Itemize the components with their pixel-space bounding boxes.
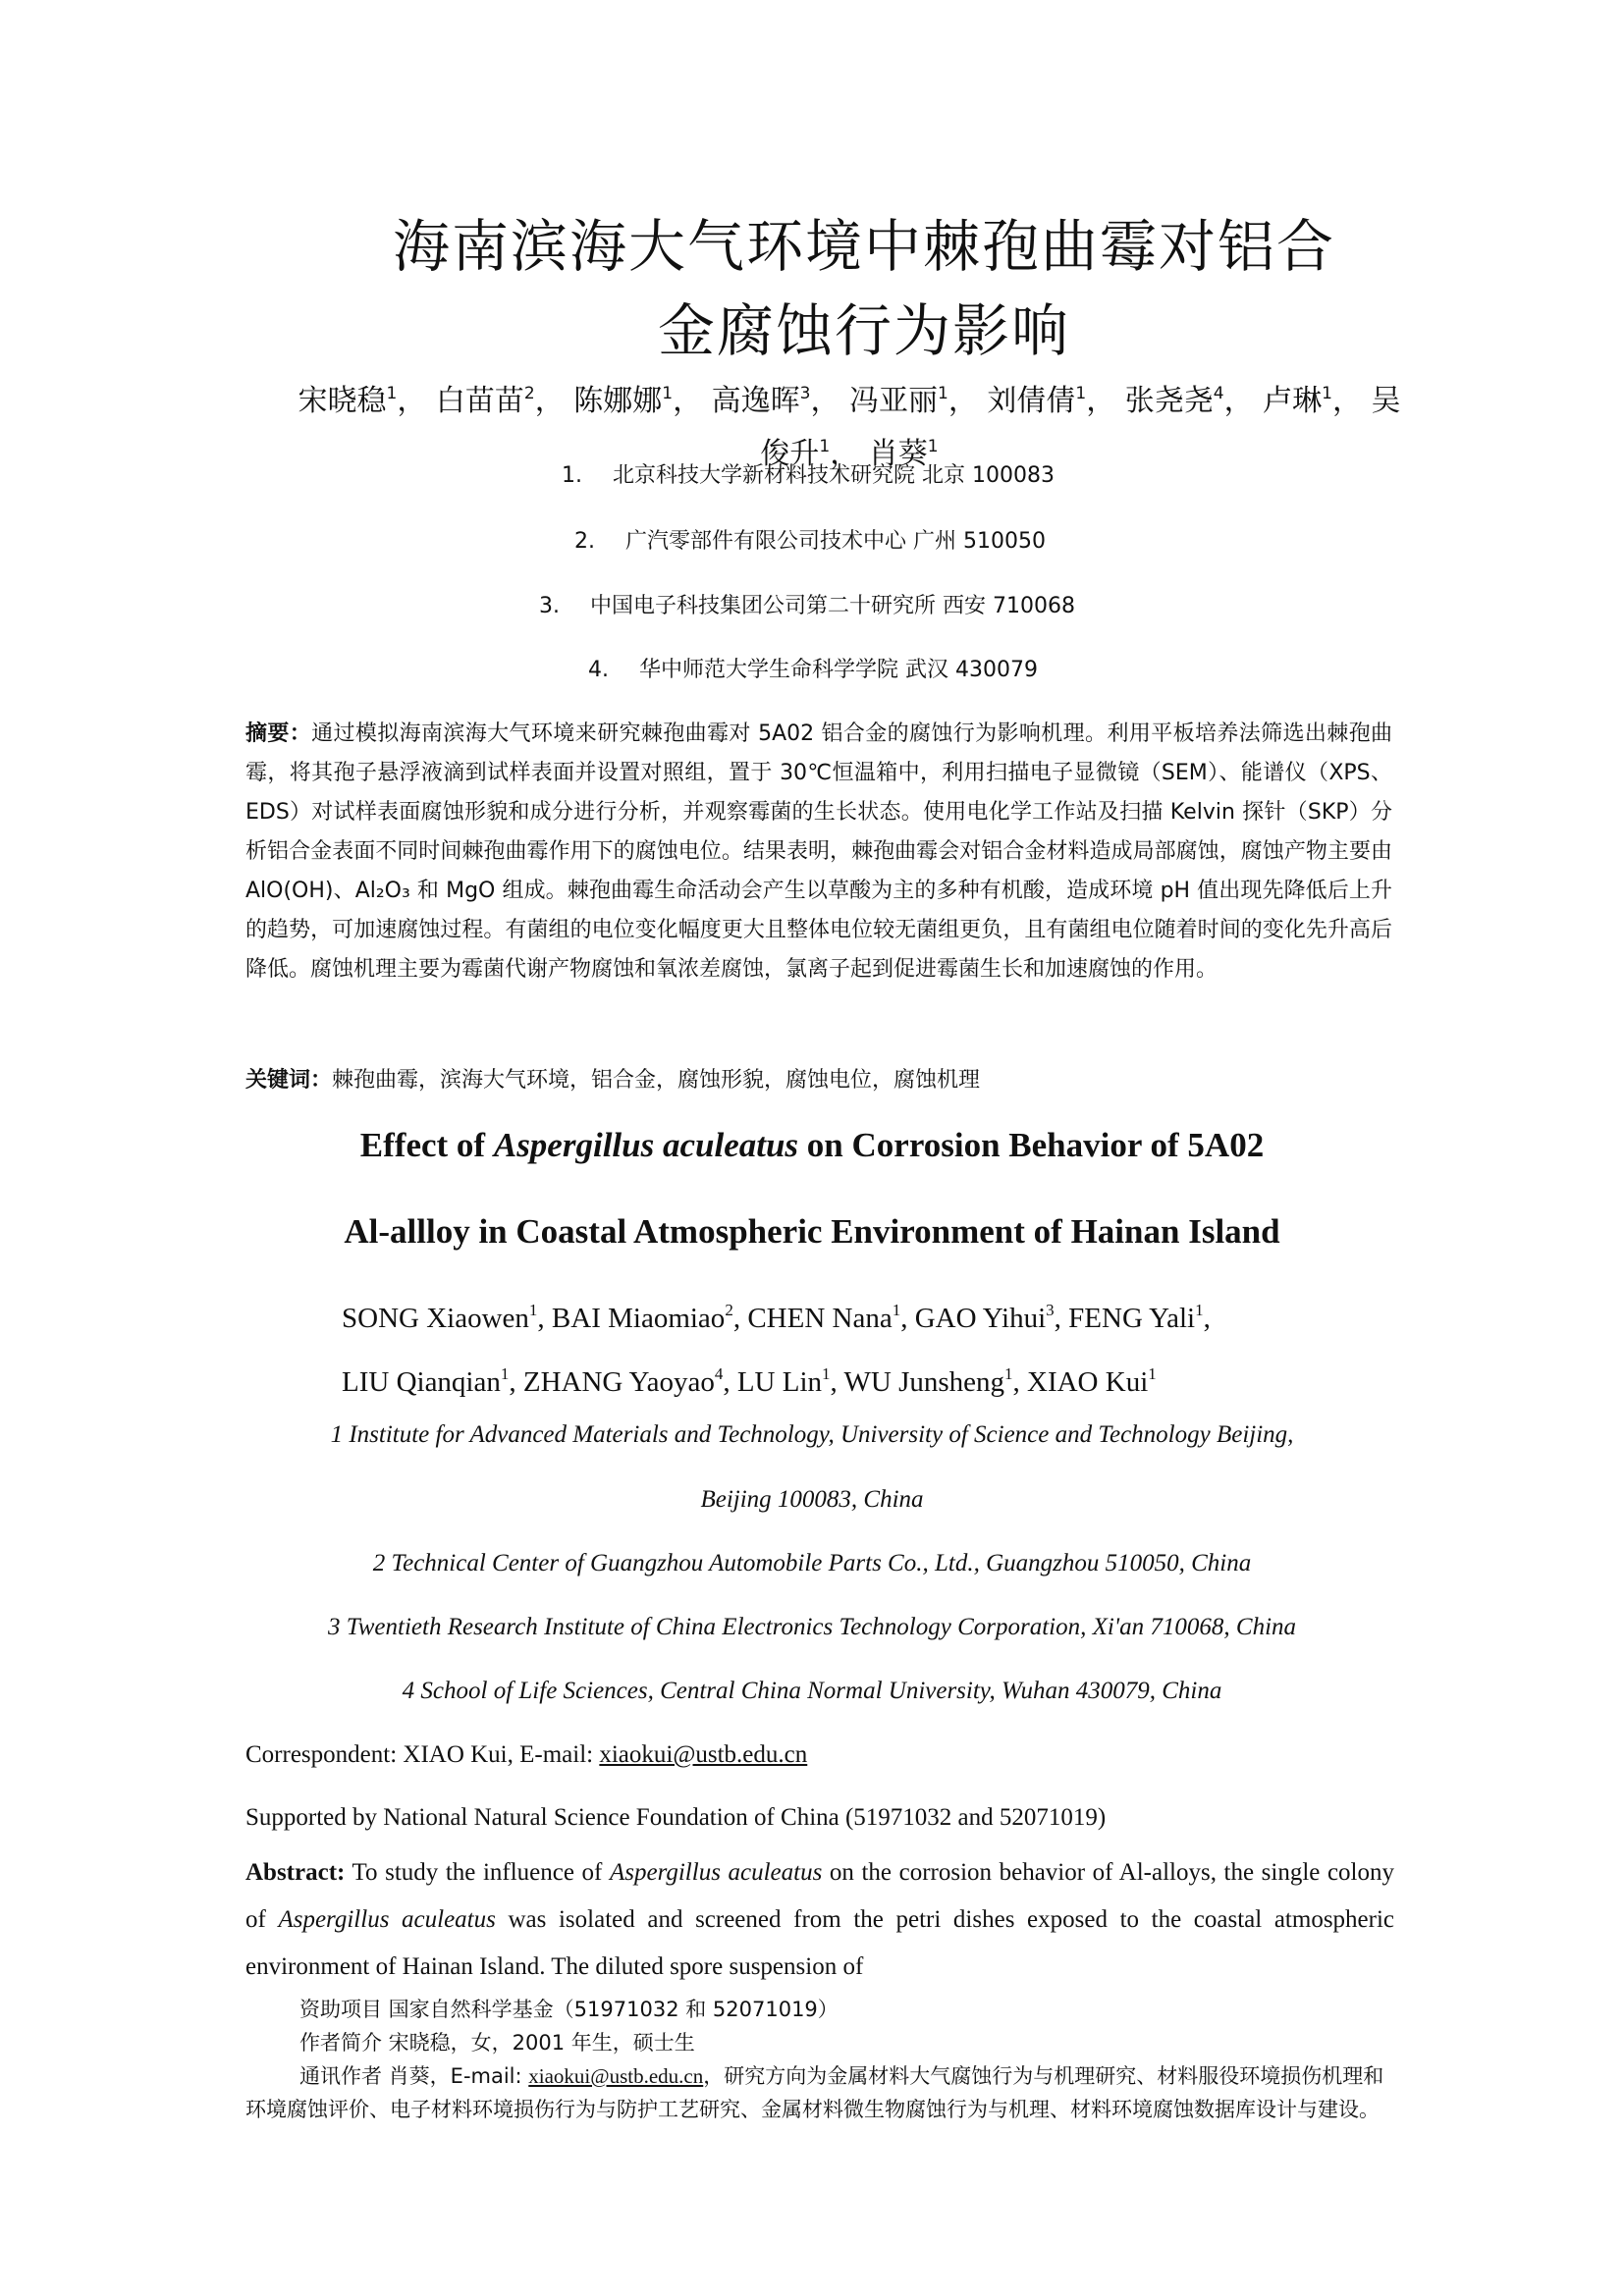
author-en: BAI Miaomiao$^2$, bbox=[551, 1301, 748, 1334]
footnote-email-link[interactable]: xiaokui@ustb.edu.cn bbox=[528, 2064, 704, 2088]
authors-cn: 宋晓稳$^1$， 白苗苗$^2$， 陈娜娜$^1$， 高逸晖$^3$， 冯亚丽$^1$， 刘倩倩$^1$， 张尧尧$^4$， 卢琳$^1$， 吴俊升$^1$， 肖葵$^1$ bbox=[298, 384, 1401, 471]
author-en: FENG Yali$^1$, bbox=[1068, 1301, 1211, 1334]
affiliation-en-3: 3 Twentieth Research Institute of China Electronics Technology Corporation, Xi'an 710068, China bbox=[327, 1614, 1297, 1640]
author-en: LIU Qianqian$^1$, bbox=[342, 1364, 523, 1398]
authors-en-line-1 bbox=[342, 1289, 1422, 1340]
keywords-cn-text: 棘孢曲霉，滨海大气环境，铝合金，腐蚀形貌，腐蚀电位，腐蚀机理 bbox=[332, 1068, 981, 1093]
footnote-corresponding: 通讯作者 肖葵，E-mail: xiaokui@ustb.edu.cn，研究方向为金属材料大气腐蚀行为与机理研究、材料服役环境损伤机理和环境腐蚀评价、电子材料环境损伤行为与防护工艺研究、金属材料微生物腐蚀行为与机理、材料环境腐蚀数据库设计与建设。 bbox=[245, 2064, 1384, 2121]
author-cn: 冯亚丽$^1$ bbox=[849, 384, 948, 418]
abstract-cn bbox=[245, 715, 1392, 989]
supported-by: Supported by National Natural Science Foundation of China (51971032 and 52071019) bbox=[245, 1804, 1107, 1831]
author-cn: 白苗苗$^2$ bbox=[435, 384, 535, 418]
footnote-author-intro: 作者简介 宋晓稳，女，2001 年生，硕士生 bbox=[299, 2031, 695, 2055]
footnote-funding: 资助项目 国家自然科学基金（51971032 和 52071019） bbox=[299, 1998, 839, 2021]
affiliation-cn-4: 4. 华中师范大学生命科学学院 武汉 430079 bbox=[588, 658, 1038, 682]
author-cn: 陈娜娜$^1$ bbox=[573, 384, 674, 418]
title-en-line-2: Al-allloy in Coastal Atmospheric Environment of Hainan Island bbox=[344, 1212, 1280, 1251]
title-cn bbox=[295, 204, 1434, 373]
affiliation-en-2: 2 Technical Center of Guangzhou Automobile Parts Co., Ltd., Guangzhou 510050, China bbox=[372, 1550, 1252, 1576]
title-en-line-1: Effect of Aspergillus aculeatus on Corrosion Behavior of 5A02 bbox=[359, 1126, 1265, 1164]
author-cn: 宋晓稳$^1$ bbox=[298, 384, 398, 418]
author-en: LU Lin$^1$, bbox=[736, 1364, 844, 1398]
affiliation-en-4: 4 School of Life Sciences, Central China Normal University, Wuhan 430079, China bbox=[402, 1678, 1222, 1704]
author-cn: 高逸晖$^3$ bbox=[711, 384, 811, 418]
footnotes bbox=[245, 1993, 1394, 2126]
author-cn: 肖葵$^1$ bbox=[868, 437, 939, 471]
abstract-cn-text: 通过模拟海南滨海大气环境来研究棘孢曲霉对 5A02 铝合金的腐蚀行为影响机理。利用平板培养法筛选出棘孢曲霉，将其孢子悬浮液滴到试样表面并设置对照组，置于 30℃恒温箱中，利用扫描电子显微镜（SEM）、能谱仪（XPS、EDS）对试样表面腐蚀形貌和成分进行分析，并观察霉菌的生长状态。使用电化学工作站及扫描 Kelvin 探针（SKP）分析铝合金表面不同时间棘孢曲霉作用下的腐蚀电位。结果表明，棘孢曲霉会对铝合金材料造成局部腐蚀，腐蚀产物主要由 AlO(OH)、Al₂O₃ 和 MgO 组成。棘孢曲霉生命活动会产生以草酸为主的多种有机酸，造成环境 pH 值出现先降低后上升的趋势，可加速腐蚀过程。有菌组的电位变化幅度更大且整体电位较无菌组更负，且有菌组电位随着时间的变化先升高后降低。腐蚀机理主要为霉菌代谢产物腐蚀和氧浓差腐蚀，氯离子起到促进霉菌生长和加速腐蚀的作用。 bbox=[245, 721, 1392, 982]
author-en: SONG Xiaowen$^1$, bbox=[342, 1301, 552, 1334]
correspondent: Correspondent: XIAO Kui, E-mail: xiaokui@ustb.edu.cn bbox=[245, 1741, 808, 1768]
author-cn: 吴俊升$^1$ bbox=[760, 384, 1401, 471]
title-cn-line-2: 金腐蚀行为影响 bbox=[657, 297, 1070, 364]
affiliation-en-1: 1 Institute for Advanced Materials and Technology, University of Science and Technology Beijing, bbox=[330, 1421, 1294, 1448]
author-en: CHEN Nana$^1$, bbox=[747, 1301, 915, 1334]
abstract-cn-label: 摘要： bbox=[245, 721, 312, 746]
abstract-en: Abstract: To study the influence of Aspergillus aculeatus on the corrosion behavior of Al-alloys, the single colony of Aspergillus aculeatus was isolated and screened from the petri dishes exposed to the coastal atmospheric environment of Hainan Island. The diluted spore suspension of bbox=[245, 1859, 1395, 1980]
author-cn: 刘倩倩$^1$ bbox=[987, 384, 1087, 418]
author-cn: 卢琳$^1$ bbox=[1263, 384, 1332, 418]
title-cn-line-1: 海南滨海大气环境中棘孢曲霉对铝合 bbox=[392, 213, 1335, 280]
affiliation-cn-3: 3. 中国电子科技集团公司第二十研究所 西安 710068 bbox=[539, 594, 1075, 618]
affiliation-cn-1: 1. 北京科技大学新材料技术研究院 北京 100083 bbox=[562, 463, 1055, 488]
affiliation-en-1-cont: Beijing 100083, China bbox=[700, 1486, 924, 1513]
abstract-en-label: Abstract: bbox=[245, 1859, 346, 1886]
authors-en-line-2 bbox=[342, 1353, 1422, 1404]
keywords-cn-label: 关键词： bbox=[245, 1068, 333, 1093]
author-en: GAO Yihui$^3$, bbox=[914, 1301, 1069, 1334]
keywords-cn bbox=[245, 1061, 1392, 1100]
author-en: ZHANG Yaoyao$^4$, bbox=[522, 1364, 737, 1398]
author-en: XIAO Kui$^1$ bbox=[1027, 1364, 1157, 1398]
correspondent-email-link[interactable]: xiaokui@ustb.edu.cn bbox=[599, 1741, 808, 1768]
author-en: WU Junsheng$^1$, bbox=[843, 1364, 1028, 1398]
affiliation-cn-2: 2. 广汽零部件有限公司技术中心 广州 510050 bbox=[574, 529, 1046, 554]
author-cn: 张尧尧$^4$ bbox=[1124, 384, 1224, 418]
